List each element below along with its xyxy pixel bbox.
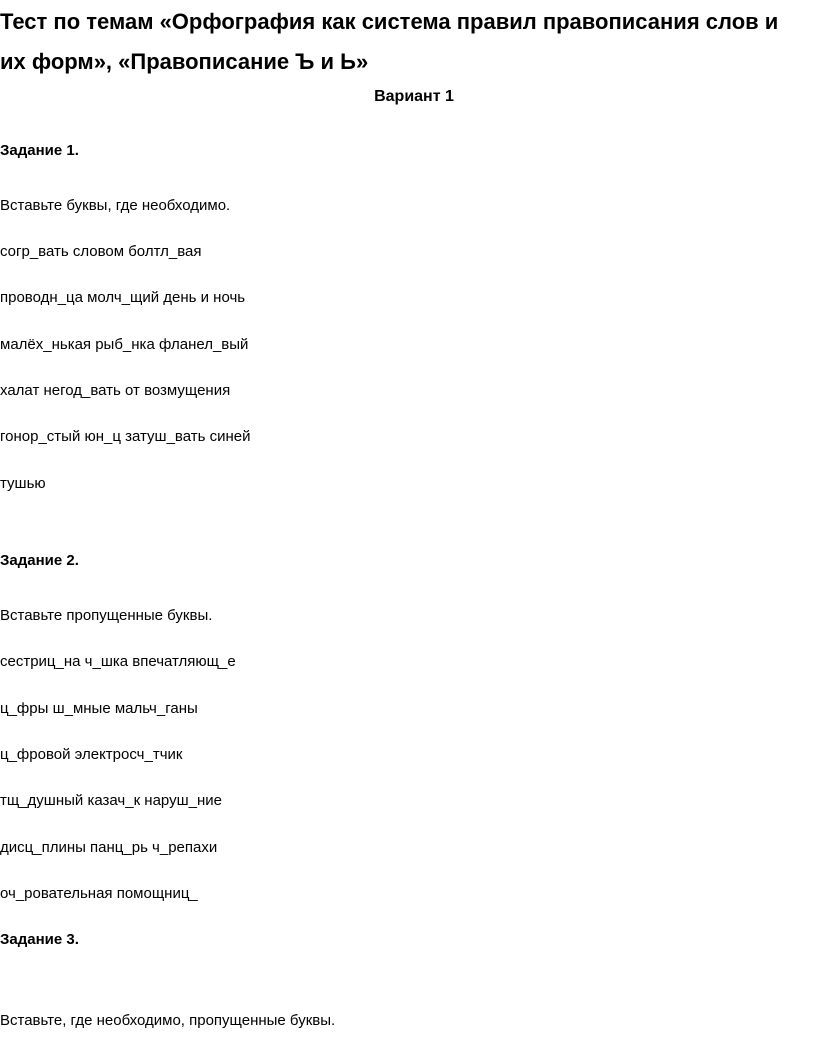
task-1-line: халат негод_вать от возмущения: [0, 382, 231, 399]
task-2-instruction: Вставьте пропущенные буквы.: [0, 607, 213, 624]
variant-heading: Вариант 1: [374, 88, 454, 105]
document-title: [0, 2, 814, 82]
task-2-line: ц_фровой электросч_тчик: [0, 746, 183, 763]
task-2-line: дисц_плины панц_рь ч_репахи: [0, 839, 218, 856]
title-line-1: Тест по темам «Орфография как система правил правописания слов и: [0, 9, 779, 34]
task-2-line: тщ_душный казач_к наруш_ние: [0, 792, 222, 809]
task-3-heading: Задание 3.: [0, 931, 79, 948]
title-line-2: их форм», «Правописание Ъ и Ь»: [0, 49, 369, 74]
task-2-line: оч_ровательная помощниц_: [0, 885, 198, 902]
task-2-line: ц_фры ш_мные мальч_ганы: [0, 700, 198, 717]
task-1-line: тушью: [0, 475, 46, 492]
task-3-instruction: Вставьте, где необходимо, пропущенные буквы.: [0, 1012, 336, 1029]
task-2-line: сестриц_на ч_шка впечатляющ_е: [0, 653, 236, 670]
task-2-heading: Задание 2.: [0, 552, 79, 569]
task-1-line: гонор_стый юн_ц затуш_вать синей: [0, 428, 251, 445]
task-1-line: малёх_нькая рыб_нка фланел_вый: [0, 336, 249, 353]
task-1-heading: Задание 1.: [0, 142, 79, 159]
task-1-line: согр_вать словом болтл_вая: [0, 243, 202, 260]
task-1-instruction: Вставьте буквы, где необходимо.: [0, 197, 231, 214]
task-1-line: проводн_ца молч_щий день и ночь: [0, 289, 246, 306]
